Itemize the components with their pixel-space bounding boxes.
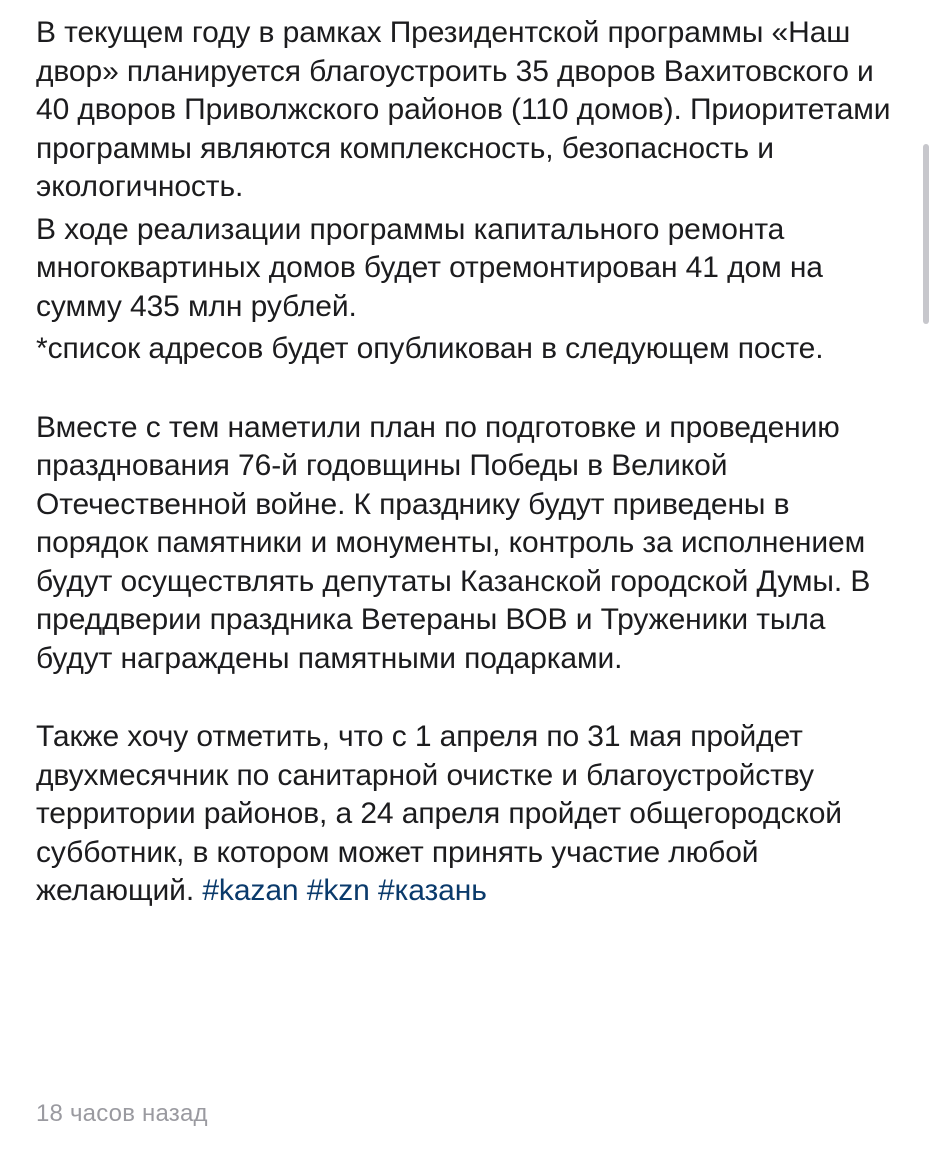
post-caption: [36, 14, 906, 911]
post-paragraph-5-text: Также хочу отметить, что с 1 апреля по 31 мая пройдет двухмесячник по санитарной очистке и благоустройству территории районов, а 24 апреля пройдет общегородской субботник, в котором может принять участие любой желающий.: [36, 720, 842, 907]
hashtag-kazan[interactable]: #kazan: [202, 874, 299, 907]
post-timestamp: 18 часов назад: [36, 1100, 208, 1127]
post-paragraph-3: *список адресов будет опубликован в следующем посте.: [36, 332, 824, 365]
post-paragraph-2: В ходе реализации программы капитального ремонта многоквартиных домов будет отремонтирован 41 дом на сумму 435 млн рублей.: [36, 212, 823, 323]
post-paragraph-5: [36, 718, 906, 911]
hashtag-kzn[interactable]: #kzn: [306, 874, 370, 907]
post-paragraph-1: В текущем году в рамках Президентской программы «Наш двор» планируется благоустроить 35 дворов Вахитовского и 40 дворов Приволжского районов (110 домов). Приоритетами программы являются комплексность, безопасность и экологичность.: [36, 16, 891, 203]
post-paragraph-4: Вместе с тем наметили план по подготовке и проведению празднования 76-й годовщины Победы в Великой Отечественной войне. К празднику будут приведены в порядок памятники и монументы, контроль за исполнением будут осуществлять депутаты Казанской городской Думы. В преддверии праздника Ветераны ВОВ и Труженики тыла будут награждены памятными подарками.: [36, 410, 871, 675]
scrollbar[interactable]: [923, 144, 929, 324]
hashtag-kazan-cyrillic[interactable]: #казань: [377, 874, 487, 907]
